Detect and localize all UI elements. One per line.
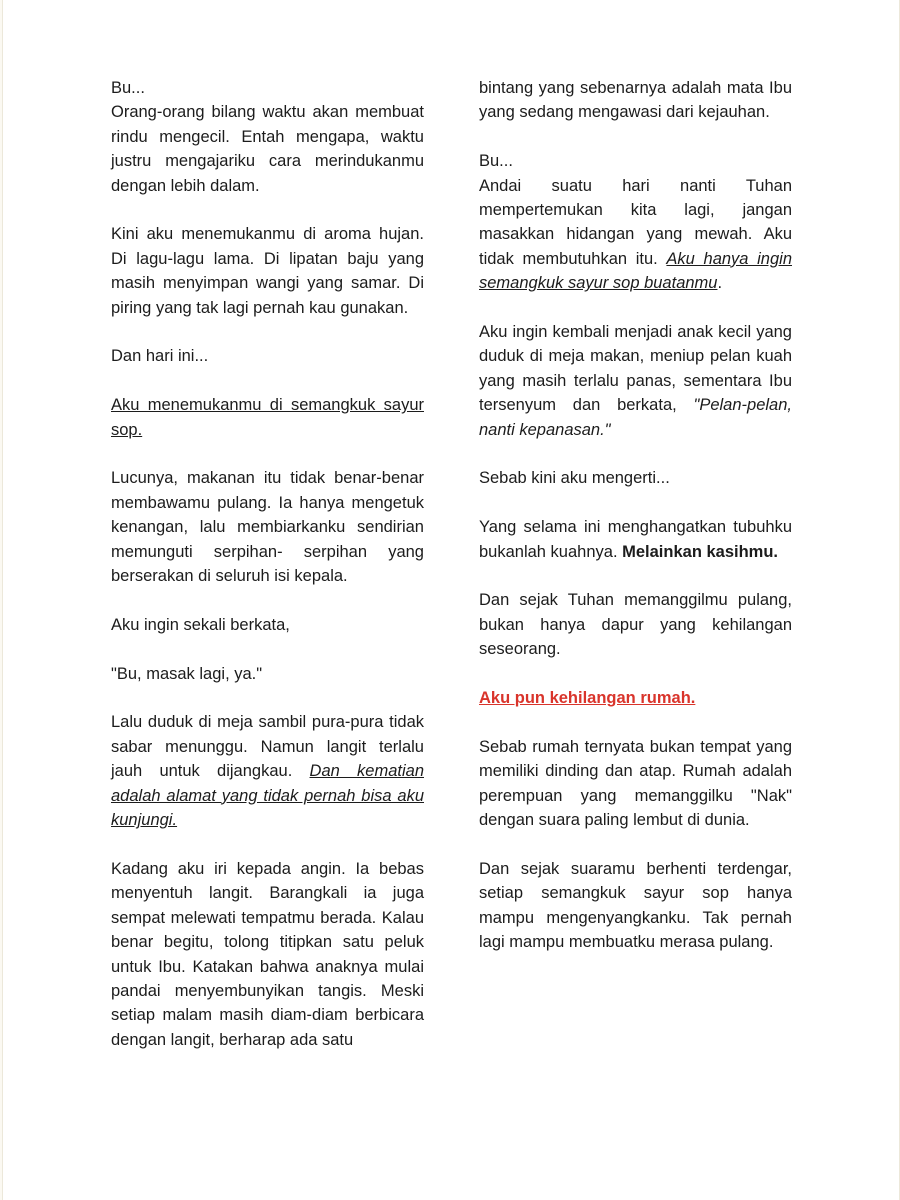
paragraph-text: bintang yang sebenarnya adalah mata Ibu yang sedang mengawasi dari kejauhan. — [479, 79, 792, 122]
quote-text: "Bu, masak lagi, ya." — [111, 664, 263, 683]
paragraph-greeting-2 — [479, 149, 792, 295]
paragraph-hari-ini — [111, 344, 424, 368]
paragraph-quote-masak — [111, 662, 424, 686]
underlined-text: Aku menemukanmu di semangkuk sayur sop. — [111, 396, 424, 439]
paragraph-text: Yang selama ini menghangatkan tubuhku bukanlah kuahnya. — [479, 518, 792, 561]
bold-text: Melainkan kasihmu. — [622, 542, 779, 561]
paragraph-text: Dan sejak Tuhan memanggilmu pulang, bukan hanya dapur yang kehilangan seseorang. — [479, 591, 792, 659]
paragraph-text: Andai suatu hari nanti Tuhan mempertemukan kita lagi, jangan masakkan hidangan yang mewah. Aku tidak membutuhkan itu. — [479, 176, 792, 268]
paragraph-text: Lalu duduk di meja sambil pura-pura tidak sabar menunggu. Namun langit terlalu jauh untuk dijangkau. — [111, 713, 424, 781]
paragraph-angin — [111, 857, 424, 1052]
greeting-text: Bu... — [479, 152, 513, 171]
paragraph-lucunya — [111, 466, 424, 588]
paragraph-text: Orang-orang bilang waktu akan membuat rindu mengecil. Entah mengapa, waktu justru mengajariku cara merindukanmu dengan lebih dalam. — [111, 103, 424, 195]
paragraph-text: Aku ingin sekali berkata, — [111, 615, 290, 634]
paragraph-text: Sebab rumah ternyata bukan tempat yang memiliki dinding dan atap. Rumah adalah perempuan yang memanggilku "Nak" dengan suara paling lembut di dunia. — [479, 737, 792, 830]
paragraph-ingin-berkata — [111, 613, 424, 637]
italic-underlined-text: Dan kematian adalah alamat yang tidak pernah bisa aku kunjungi. — [111, 762, 424, 830]
period-text: . — [717, 274, 723, 293]
paragraph-anak-kecil — [479, 320, 792, 442]
paragraph-bintang — [479, 76, 792, 125]
paragraph-underlined-sayur-sop — [111, 393, 424, 442]
paragraph-suaramu — [479, 857, 792, 955]
italic-underlined-text: Aku hanya ingin semangkuk sayur sop buatanmu — [479, 249, 792, 293]
document-page — [2, 0, 900, 1200]
paragraph-text: Sebab kini aku mengerti... — [479, 469, 670, 488]
paragraph-text: Aku ingin kembali menjadi anak kecil yang duduk di meja makan, meniup pelan kuah yang masih terlalu panas, sementara Ibu tersenyum dan berkata, — [479, 323, 792, 415]
paragraph-greeting-1 — [111, 76, 424, 198]
paragraph-text: Lucunya, makanan itu tidak benar-benar membawamu pulang. Ia hanya mengetuk kenangan, lalu membiarkanku sendirian memunguti serpihan- serpihan yang berserakan di seluruh isi kepala. — [111, 469, 424, 586]
paragraph-menghangatkan — [479, 515, 792, 564]
paragraph-tuhan-memanggil — [479, 588, 792, 661]
paragraph-text: Dan sejak suaramu berhenti terdengar, setiap semangkuk sayur sop hanya mampu mengenyangkanku. Tak pernah lagi mampu membuatku merasa pulang. — [479, 859, 792, 952]
paragraph-kehilangan-rumah — [479, 686, 792, 710]
left-column — [111, 76, 424, 1077]
paragraph-duduk-di-meja — [111, 710, 424, 832]
paragraph-text: Dan hari ini... — [111, 347, 209, 366]
paragraph-text: Kini aku menemukanmu di aroma hujan. Di lagu-lagu lama. Di lipatan baju yang masih menyimpan wangi yang samar. Di piring yang tak lagi pernah kau gunakan. — [111, 225, 424, 317]
paragraph-mengerti — [479, 466, 792, 490]
paragraph-text: Kadang aku iri kepada angin. Ia bebas menyentuh langit. Barangkali ia juga sempat melewati tempatmu berada. Kalau benar begitu, tolong titipkan satu peluk untuk Ibu. Katakan bahwa anaknya mulai pandai menyembunyikan tangis. Meski setiap malam masih diam-diam berbicara dengan langit, berharap ada satu — [111, 859, 424, 1049]
italic-quote-text: "Pelan-pelan, nanti kepanasan." — [479, 396, 792, 439]
greeting-text: Bu... — [111, 79, 145, 97]
red-underlined-text: Aku pun kehilangan rumah. — [479, 689, 696, 708]
paragraph-aroma — [111, 222, 424, 320]
right-column — [479, 76, 792, 979]
paragraph-rumah — [479, 735, 792, 833]
